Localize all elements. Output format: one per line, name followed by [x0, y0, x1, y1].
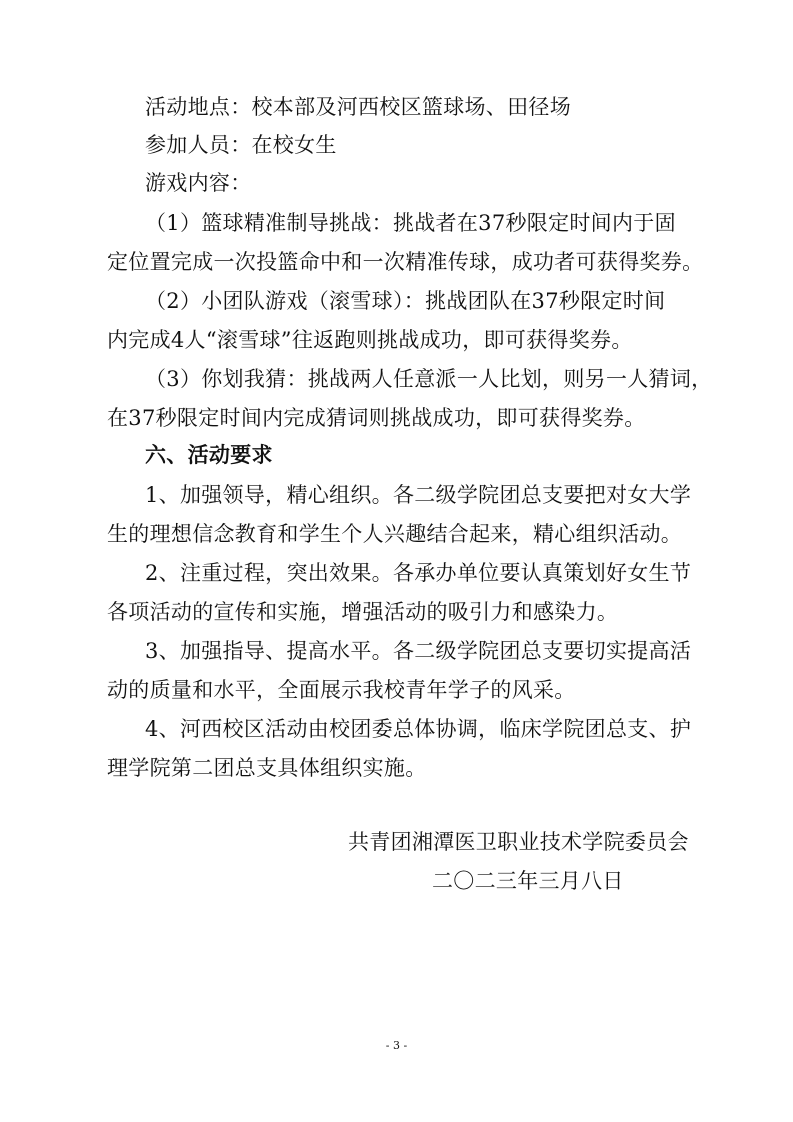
game-1-line-1: （1）篮球精准制导挑战：挑战者在37秒限定时间内于固 [145, 211, 676, 235]
requirement-1-line-1: 1、加强领导，精心组织。各二级学院团总支要把对女大学 [145, 483, 692, 507]
section-heading: 六、活动要求 [145, 443, 273, 467]
requirement-3-line-2: 动的质量和水平，全面展示我校青年学子的风采。 [107, 678, 576, 702]
requirement-2-line-1: 2、注重过程，突出效果。各承办单位要认真策划好女生节 [145, 561, 692, 585]
issuer-signature: 共青团湘潭医卫职业技术学院委员会 [348, 830, 689, 854]
requirement-2-line-2: 各项活动的宣传和实施，增强活动的吸引力和感染力。 [107, 600, 619, 624]
requirement-3-line-1: 3、加强指导、提高水平。各二级学院团总支要切实提高活 [145, 639, 692, 663]
participants: 参加人员：在校女生 [145, 133, 337, 157]
activity-location: 活动地点：校本部及河西校区篮球场、田径场 [145, 95, 571, 119]
requirement-4-line-2: 理学院第二团总支具体组织实施。 [107, 756, 427, 780]
game-3-line-1: （3）你划我猜：挑战两人任意派一人比划，则另一人猜词， [145, 367, 713, 391]
game-3-line-2: 在37秒限定时间内完成猜词则挑战成功，即可获得奖券。 [107, 406, 646, 430]
requirement-4-line-1: 4、河西校区活动由校团委总体协调，临床学院团总支、护 [145, 717, 692, 741]
issue-date: 二〇二三年三月八日 [432, 869, 624, 893]
game-2-line-2: 内完成4人“滚雪球”往返跑则挑战成功，即可获得奖券。 [107, 328, 633, 352]
requirement-1-line-2: 生的理想信念教育和学生个人兴趣结合起来，精心组织活动。 [107, 522, 683, 546]
game-2-line-1: （2）小团队游戏（滚雪球）：挑战团队在37秒限定时间 [145, 289, 666, 313]
game-1-line-2: 定位置完成一次投篮命中和一次精准传球，成功者可获得奖券。 [107, 250, 704, 274]
game-content-label: 游戏内容： [145, 171, 252, 195]
page-number: - 3 - [385, 1039, 408, 1052]
